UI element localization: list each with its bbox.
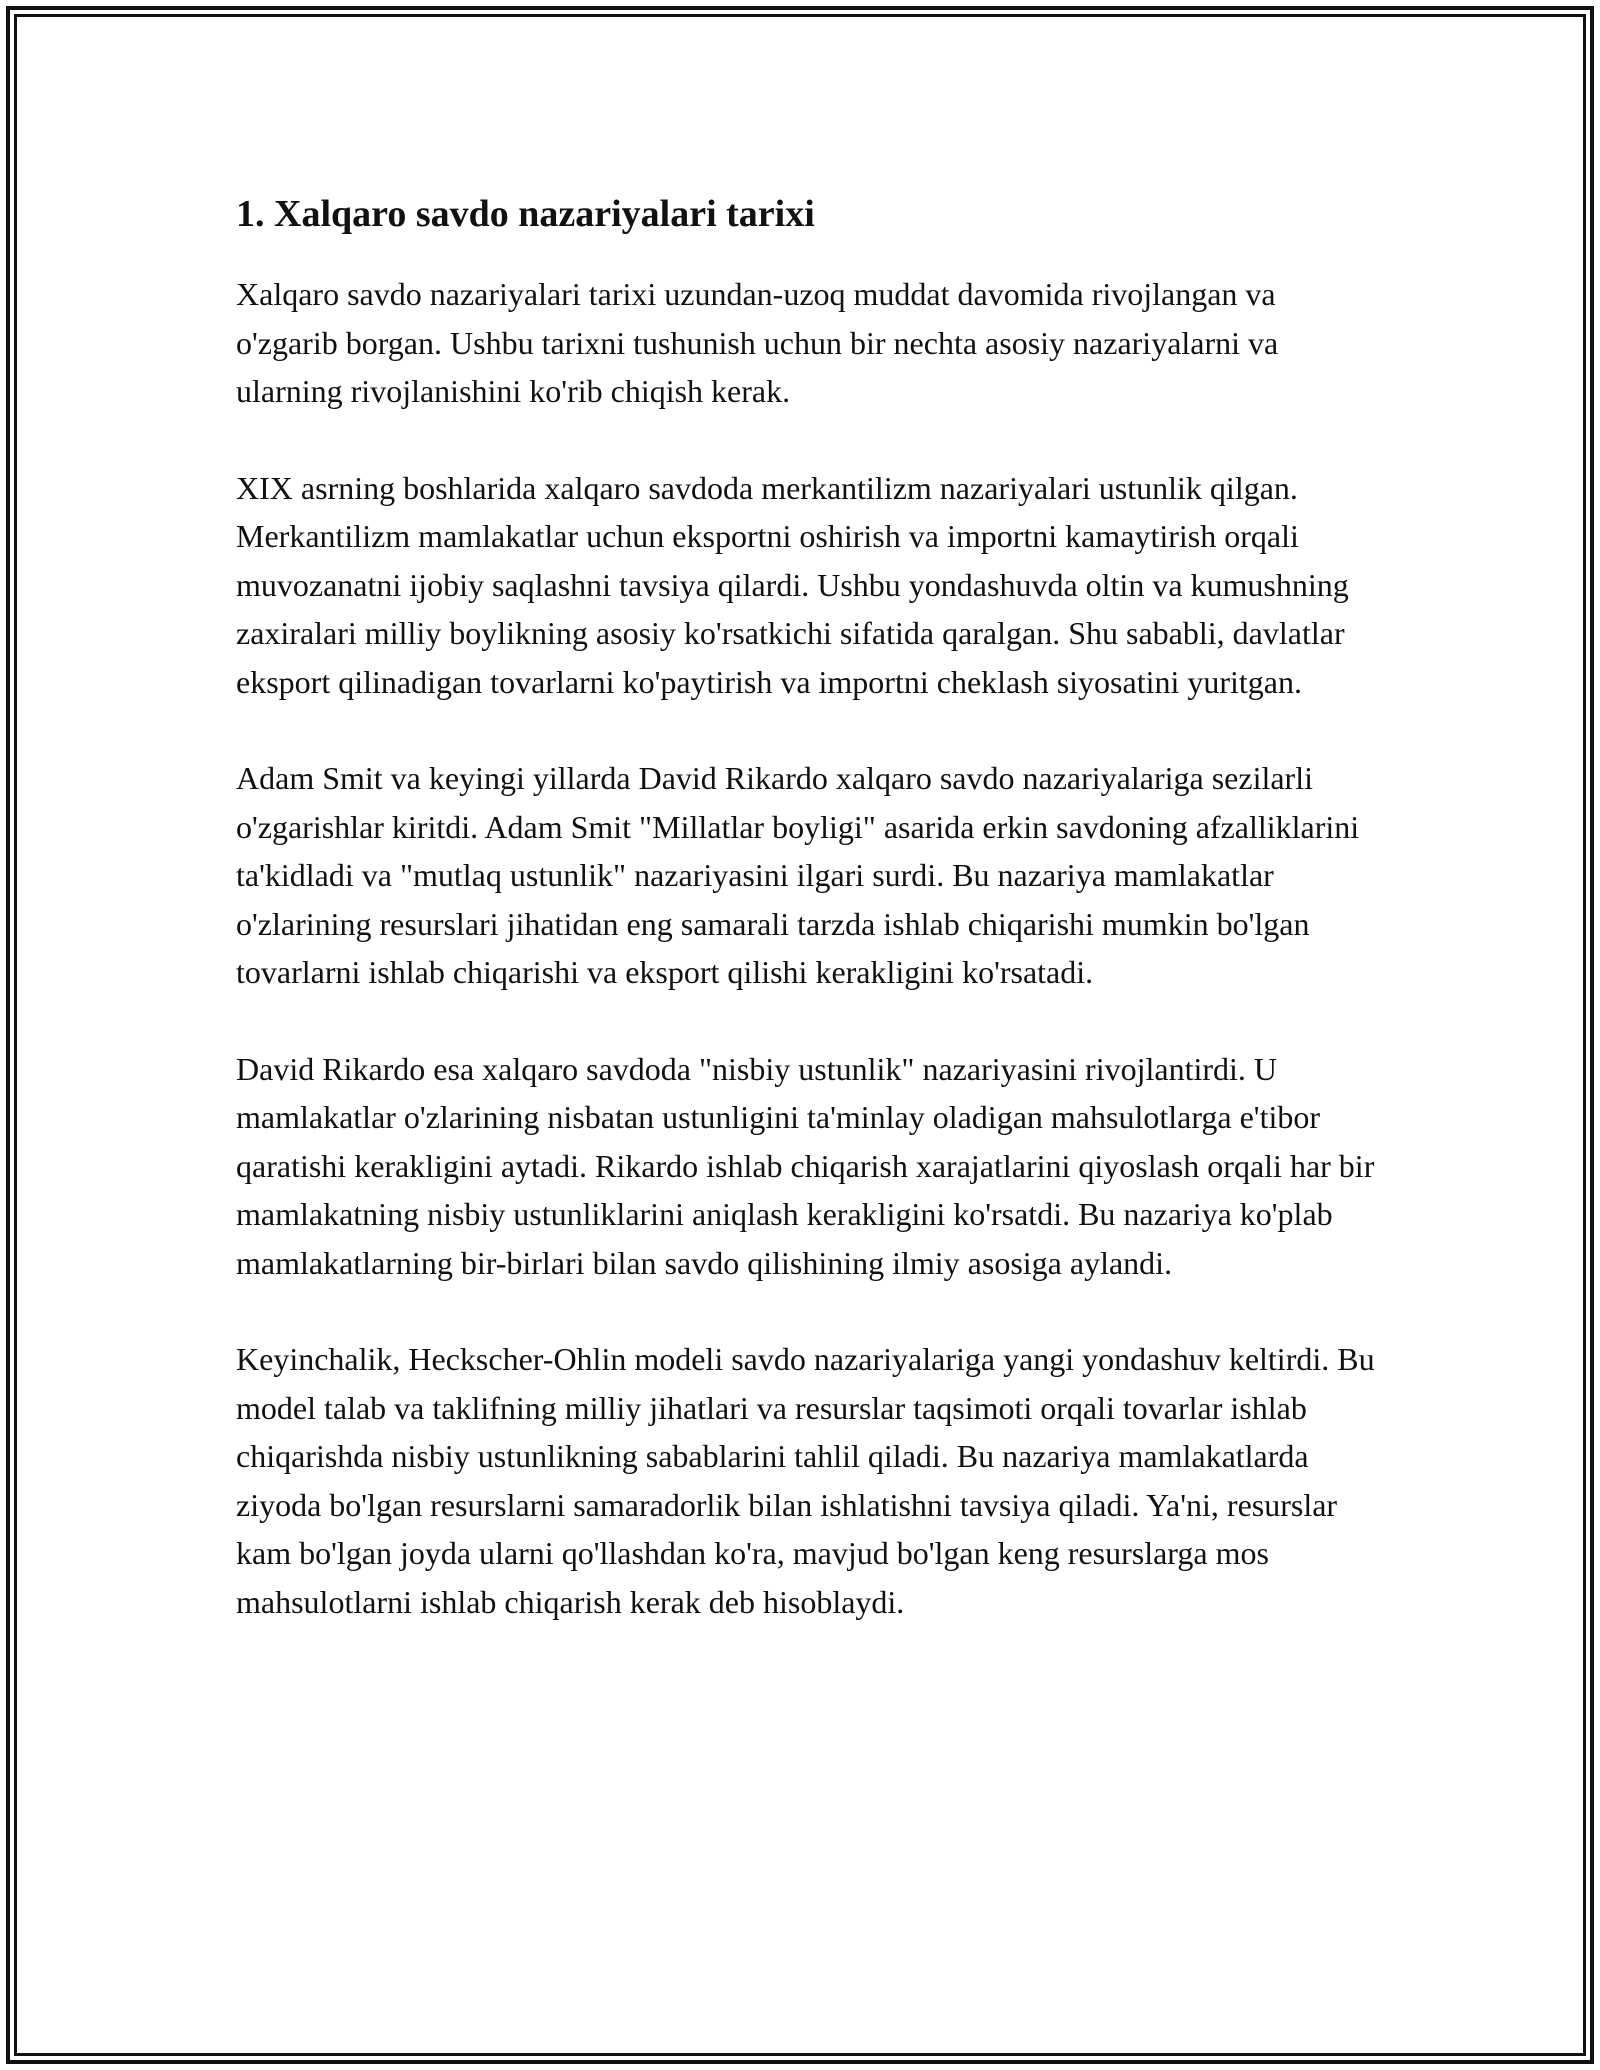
paragraph-1: Xalqaro savdo nazariyalari tarixi uzundan-uzoq muddat davomida rivojlangan va o'zgarib borgan. Ushbu tarixni tushunish uchun bir nechta asosiy nazariyalarni va ularning rivojlanishini ko'rib chiqish kerak. bbox=[236, 276, 1279, 409]
document-body bbox=[236, 188, 1376, 1626]
paragraph-2: XIX asrning boshlarida xalqaro savdoda merkantilizm nazariyalari ustunlik qilgan. Merkantilizm mamlakatlar uchun eksportni oshirish va importni kamaytirish orqali muvozanatni ijobiy saqlashni tavsiya qilardi. Ushbu yondashuvda oltin va kumushning zaxiralari milliy boylikning asosiy ko'rsatkichi sifatida qaralgan. Shu sababli, davlatlar eksport qilinadigan tovarlarni ko'paytirish va importni cheklash siyosatini yuritgan. bbox=[236, 469, 1349, 700]
paragraph-4: David Rikardo esa xalqaro savdoda "nisbiy ustunlik" nazariyasini rivojlantirdi. U mamlakatlar o'zlarining nisbatan ustunligini ta'minlay oladigan mahsulotlarga e'tibor qaratishi kerakligini aytadi. Rikardo ishlab chiqarish xarajatlarini qiyoslash orqali har bir mamlakatning nisbiy ustunliklarini aniqlash kerakligini ko'rsatdi. Bu nazariya ko'plab mamlakatlarning bir-birlari bilan savdo qilishining ilmiy asosiga aylandi. bbox=[236, 1050, 1375, 1281]
section-heading: 1. Xalqaro savdo nazariyalari tarixi bbox=[236, 193, 815, 235]
paragraph-5: Keyinchalik, Heckscher-Ohlin modeli savdo nazariyalariga yangi yondashuv keltirdi. Bu model talab va taklifning milliy jihatlari va resurslar taqsimoti orqali tovarlar ishlab chiqarishda nisbiy ustunlikning sabablarini tahlil qiladi. Bu nazariya mamlakatlarda ziyoda bo'lgan resurslarni samaradorlik bilan ishlatishni tavsiya qiladi. Ya'ni, resurslar kam bo'lgan joyda ularni qo'llashdan ko'ra, mavjud bo'lgan keng resurslarga mos mahsulotlarni ishlab chiqarish kerak deb hisoblaydi. bbox=[236, 1341, 1375, 1620]
paragraph-3: Adam Smit va keyingi yillarda David Rikardo xalqaro savdo nazariyalariga sezilarli o'zgarishlar kiritdi. Adam Smit "Millatlar boyligi" asarida erkin savdoning afzalliklarini ta'kidladi va "mutlaq ustunlik" nazariyasini ilgari surdi. Bu nazariya mamlakatlar o'zlarining resurslari jihatidan eng samarali tarzda ishlab chiqarishi mumkin bo'lgan tovarlarni ishlab chiqarishi va eksport qilishi kerakligini ko'rsatadi. bbox=[236, 760, 1360, 990]
